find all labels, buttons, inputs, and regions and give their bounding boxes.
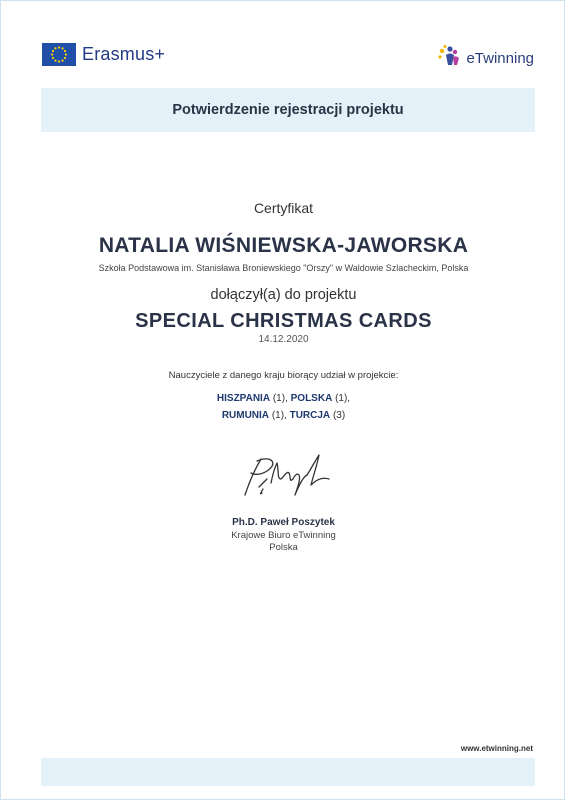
project-name: SPECIAL CHRISTMAS CARDS xyxy=(135,310,432,332)
country-count: (1), xyxy=(271,410,287,421)
country-name: RUMUNIA xyxy=(221,410,270,421)
signatory-organization: Krajowe Biuro eTwinning xyxy=(231,530,336,541)
teachers-label: Nauczyciele z danego kraju biorący udział w projekcie: xyxy=(168,370,399,381)
title-bar xyxy=(41,88,535,132)
etwinning-logo xyxy=(436,43,534,74)
etwinning-label: eTwinning xyxy=(466,50,534,67)
eu-flag-icon xyxy=(42,43,76,66)
country-count: (1), xyxy=(335,393,351,404)
country-name: TURCJA xyxy=(289,410,331,421)
website-link[interactable]: www.etwinning.net xyxy=(460,744,533,753)
etwinning-icon xyxy=(436,43,462,74)
countries-line-1 xyxy=(1,393,565,404)
country-name: POLSKA xyxy=(290,393,333,404)
certificate-label: Certyfikat xyxy=(253,200,314,216)
country-count: (3) xyxy=(332,410,346,421)
country-count: (1), xyxy=(272,393,288,404)
erasmus-label: Erasmus+ xyxy=(82,44,166,64)
country-name: HISZPANIA xyxy=(216,393,271,404)
signatory-country: Polska xyxy=(269,542,298,553)
countries-line-2 xyxy=(1,410,565,421)
handwritten-signature xyxy=(237,449,337,501)
erasmus-logo xyxy=(42,43,165,66)
project-date: 14.12.2020 xyxy=(258,334,309,345)
participant-name: NATALIA WIŚNIEWSKA-JAWORSKA xyxy=(98,234,469,257)
page-title: Potwierdzenie rejestracji projektu xyxy=(172,102,404,118)
school-name: Szkoła Podstawowa im. Stanisława Broniewskiego "Orszy" w Waldowie Szlacheckim, Polska xyxy=(98,263,469,273)
joined-text: dołączył(a) do projektu xyxy=(210,287,357,303)
footer-bar xyxy=(41,758,535,786)
signatory-name: Ph.D. Paweł Poszytek xyxy=(232,517,335,528)
